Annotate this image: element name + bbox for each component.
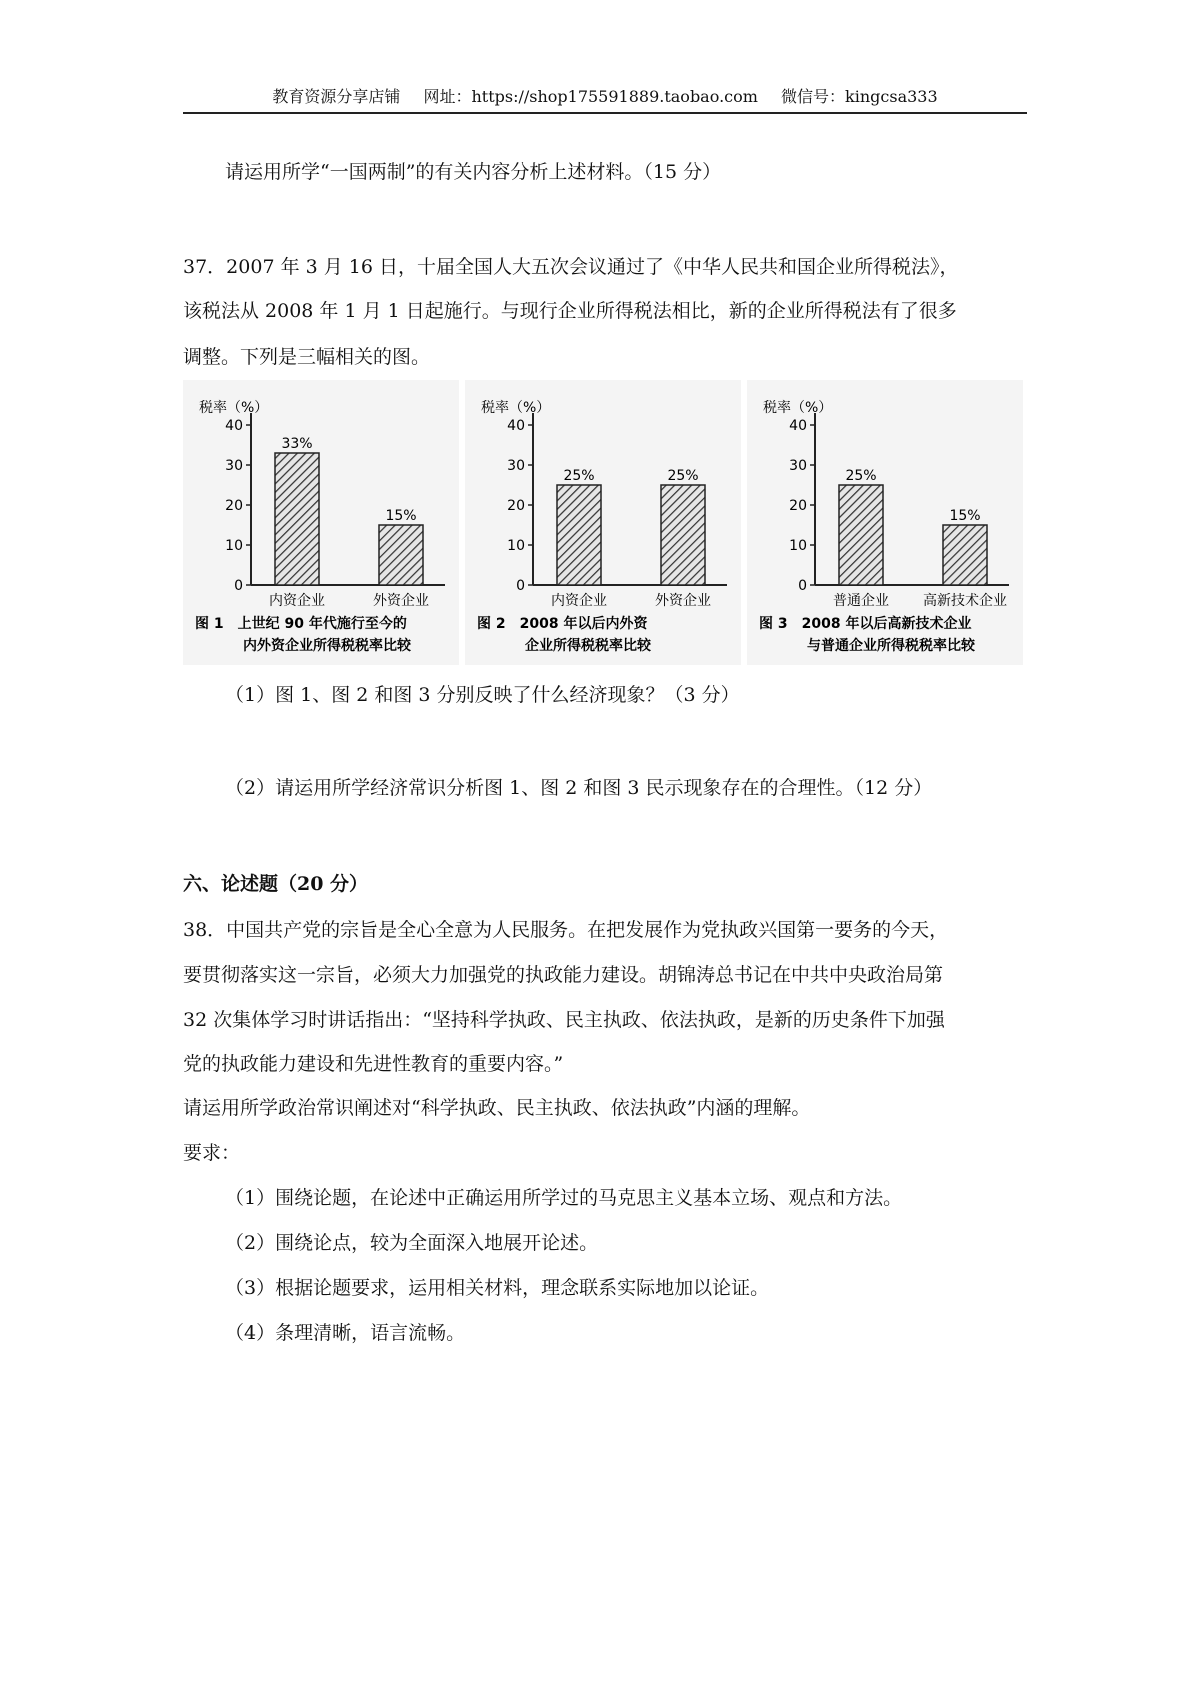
chart-bar-value-label: 25% [845,468,877,484]
chart-caption-line-2: 企业所得税税率比较 [525,638,651,654]
chart-bar [557,485,601,585]
chart-caption-line-1: 图 3 2008 年以后高新技术企业 [759,616,972,632]
requirement-4: （4）条理清晰，语言流畅。 [225,1322,466,1344]
chart-y-tick-label: 20 [507,498,525,514]
chart-category-label: 高新技术企业 [923,593,1007,609]
q37-sub-question-2: （2）请运用所学经济常识分析图 1、图 2 和图 3 民示现象存在的合理性。（12 分） [225,777,933,799]
q38-task: 请运用所学政治常识阐述对“科学执政、民主执政、依法执政”内涵的理解。 [183,1097,811,1119]
chart-category-label: 内资企业 [551,593,607,609]
chart-category-label: 外资企业 [373,593,429,609]
q38-line-2: 要贯彻落实这一宗旨，必须大力加强党的执政能力建设。胡锦涛总书记在中共中央政治局第 [183,964,944,986]
chart-y-tick-label: 10 [225,538,243,554]
chart-bar-value-label: 15% [949,508,981,524]
chart-y-axis-label: 税率（%） [763,400,833,416]
chart-y-tick-label: 20 [789,498,807,514]
chart-y-tick-label: 30 [507,458,525,474]
chart-bar-value-label: 33% [281,436,313,452]
chart-figure-3 [747,380,1023,665]
chart-caption-line-2: 与普通企业所得税税率比较 [807,638,975,654]
page-header [183,84,1027,114]
section-6-title: 六、论述题（20 分） [183,873,369,895]
chart-3-svg [747,380,1023,665]
chart-y-axis-label: 税率（%） [481,400,551,416]
chart-y-tick-label: 10 [789,538,807,554]
chart-bar-value-label: 15% [385,508,417,524]
wechat-id: 微信号：kingcsa333 [781,87,938,106]
q37-line-3: 调整。下列是三幅相关的图。 [183,346,431,368]
q38-line-3: 32 次集体学习时讲话指出：“坚持科学执政、民主执政、依法执政，是新的历史条件下加强 [183,1009,945,1031]
chart-caption-line-1: 图 2 2008 年以后内外资 [477,616,648,632]
chart-y-tick-label: 20 [225,498,243,514]
chart-y-tick-label: 0 [798,578,807,594]
chart-bar-value-label: 25% [563,468,595,484]
chart-bar-value-label: 25% [667,468,699,484]
chart-figure-1 [183,380,459,665]
chart-1-svg [183,380,459,665]
chart-bar [839,485,883,585]
q37-line-1: 37．2007 年 3 月 16 日，十届全国人大五次会议通过了《中华人民共和国企业所得税法》， [183,256,959,278]
chart-y-tick-label: 30 [789,458,807,474]
chart-y-axis-label: 税率（%） [199,400,269,416]
chart-y-tick-label: 10 [507,538,525,554]
chart-y-tick-label: 0 [516,578,525,594]
chart-figure-2 [465,380,741,665]
chart-bar [661,485,705,585]
requirements-title: 要求： [183,1142,241,1164]
tax-rate-charts [183,380,1023,665]
chart-category-label: 外资企业 [655,593,711,609]
prev-question: 请运用所学“一国两制”的有关内容分析上述材料。（15 分） [225,161,722,183]
chart-y-tick-label: 40 [789,418,807,434]
chart-category-label: 内资企业 [269,593,325,609]
q38-line-4: 党的执政能力建设和先进性教育的重要内容。” [183,1053,564,1075]
chart-y-tick-label: 30 [225,458,243,474]
chart-y-tick-label: 0 [234,578,243,594]
chart-caption-line-1: 图 1 上世纪 90 年代施行至今的 [195,616,407,632]
shop-name: 教育资源分享店铺 [272,87,401,106]
q37-sub-question-1: （1）图 1、图 2 和图 3 分别反映了什么经济现象？（3 分） [225,684,740,706]
requirement-1: （1）围绕论题，在论述中正确运用所学过的马克思主义基本立场、观点和方法。 [225,1187,903,1209]
chart-2-svg [465,380,741,665]
chart-bar [379,525,423,585]
chart-caption-line-2: 内外资企业所得税税率比较 [243,638,411,654]
q37-line-2: 该税法从 2008 年 1 月 1 日起施行。与现行企业所得税法相比，新的企业所得税法有了很多 [183,300,957,322]
q38-line-1: 38．中国共产党的宗旨是全心全意为人民服务。在把发展作为党执政兴国第一要务的今天， [183,919,949,941]
shop-url: 网址：https://shop175591889.taobao.com [423,87,758,106]
requirement-3: （3）根据论题要求，运用相关材料，理念联系实际地加以论证。 [225,1277,770,1299]
chart-bar [943,525,987,585]
chart-bar [275,453,319,585]
chart-y-tick-label: 40 [507,418,525,434]
requirement-2: （2）围绕论点，较为全面深入地展开论述。 [225,1232,599,1254]
chart-category-label: 普通企业 [833,593,889,609]
chart-y-tick-label: 40 [225,418,243,434]
